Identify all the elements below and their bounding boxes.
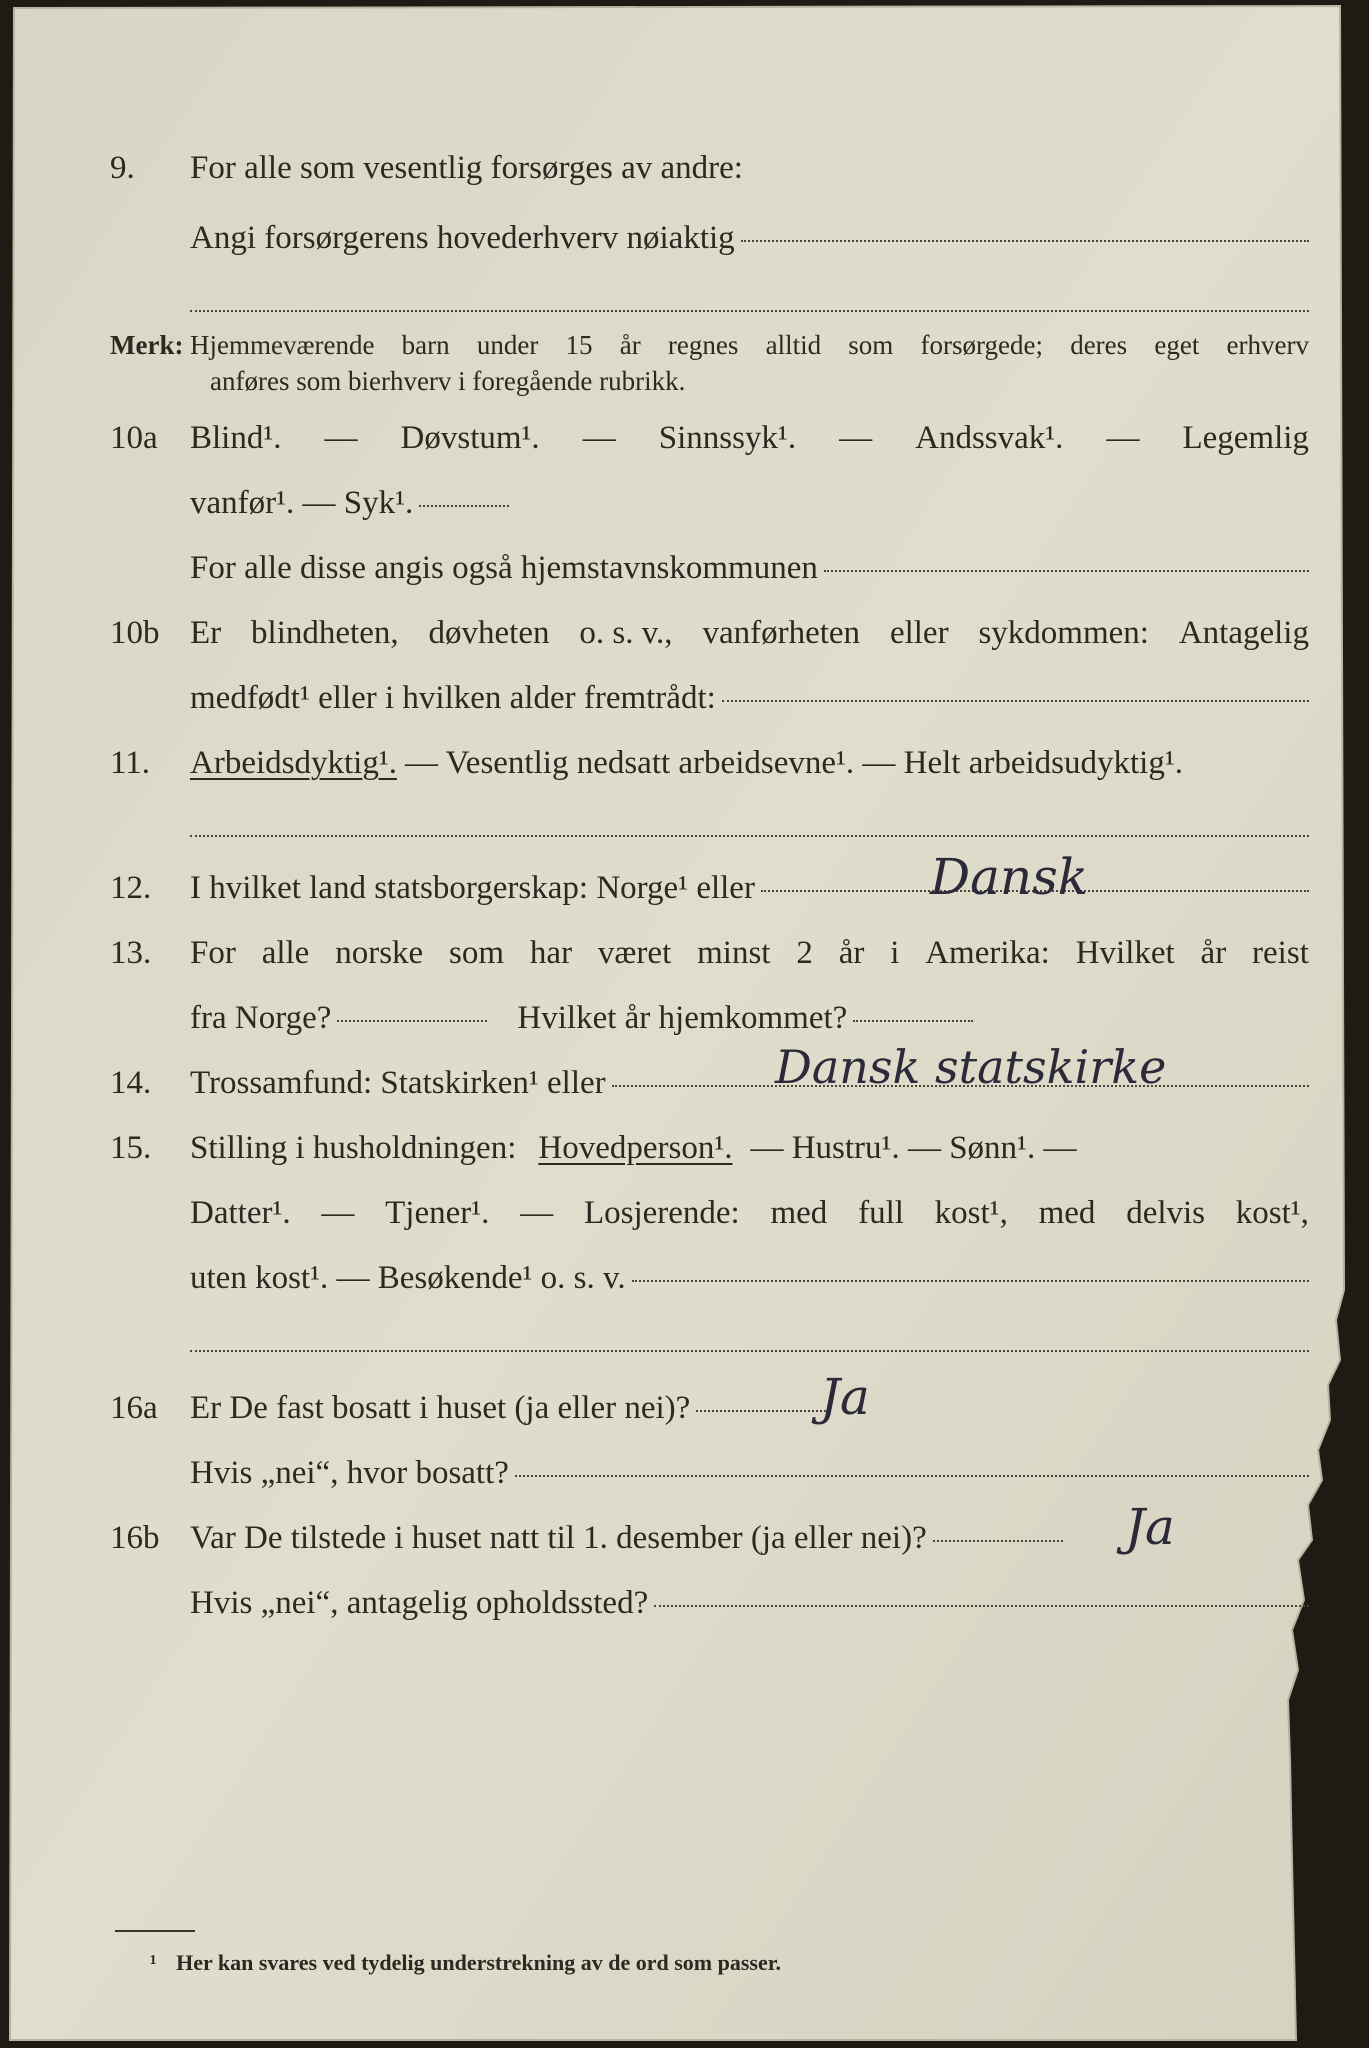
question-text: Hvilket år hjemkommet? <box>517 1000 848 1036</box>
handwritten-answer: Dansk <box>930 848 1089 906</box>
question-text: Er De fast bosatt i huset (ja eller nei)? <box>190 1390 691 1426</box>
census-form-page: 9. For alle som vesentlig forsørges av andre: Angi forsørgerens hovederhverv nøiaktig Merk: Hjemmeværende barn under 15 år regnes alltid som forsørgede; deres eget erhverv anføres som bierhverv i foregående rubrikk. 10a Blind¹. — Døvstum¹. — Sinnssyk¹. — Andssvak¹. — Legemlig vanfør¹. — Syk¹. For alle disse angis også hjemstavnskommunen 10b Er blindheten, døvheten o. s. v., vanførheten eller sykdommen: Antagelig medfødt¹ eller i hvilken alder fremtrådt: 11. Arbeidsdyktig¹. — Vesentlig nedsatt arbeidsevne¹. — Helt arbeidsudyktig¹. 12. I hvilket land statsborgerskap: Norge¹ eller Dansk 13. For alle norske som har været minst 2 år i Amerika: Hvilket år reist fra Norge? Hvilket år hjemkommet? 14. Trossamfund: Statskirken¹ eller Dansk statskirke 15. Stilling i husholdningen: Hovedperson¹. — Hustru¹. — Sønn¹. — Datter¹. — Tjener¹. — Losjerende: med full kost¹, med delvis kost¹, uten kost¹. — Besøkende¹ o. s. v. 16a Er De fast bosatt i huset (ja eller nei)? Ja Hvis „nei“, hvor bosatt? 16b Var De tilstede i huset natt til 1. desember (ja eller nei)? Ja Hvis „nei“, antagelig opholdssted? ¹ Her kan svares ved tydelig understrekning av de ord som passer. <box>0 0 1369 2048</box>
question-text: For alle disse angis også hjemstavnskommunen <box>190 550 818 586</box>
question-number: 12. <box>110 870 152 906</box>
question-number: 13. <box>110 935 152 971</box>
answer-field-dots[interactable] <box>190 1350 1309 1352</box>
question-text: medfødt¹ eller i hvilken alder fremtrådt: <box>190 680 716 716</box>
question-number: 10b <box>110 615 160 651</box>
question-text: For alle norske som har været minst 2 år i Amerika: Hvilket år reist <box>190 935 1309 971</box>
question-text: fra Norge? <box>190 1000 332 1036</box>
answer-field-dots[interactable] <box>933 1540 1063 1542</box>
answer-field-dots[interactable] <box>741 240 1309 242</box>
answer-field-dots[interactable] <box>190 835 1309 837</box>
footnote-rule <box>115 1930 195 1932</box>
question-number: 14. <box>110 1065 152 1101</box>
answer-field-dots[interactable] <box>654 1605 1309 1607</box>
handwritten-answer: Dansk statskirke <box>775 1040 1167 1094</box>
question-text: Hvis „nei“, hvor bosatt? <box>190 1455 509 1491</box>
question-text: Arbeidsdyktig¹. — Vesentlig nedsatt arbeidsevne¹. — Helt arbeidsudyktig¹. <box>190 745 1183 781</box>
question-text: Stilling i husholdningen: Hovedperson¹. — Hustru¹. — Sønn¹. — <box>190 1130 1077 1166</box>
underlined-option[interactable]: Hovedperson¹. <box>538 1130 733 1166</box>
question-text: Angi forsørgerens hovederhverv nøiaktig <box>190 220 735 256</box>
question-text: Datter¹. — Tjener¹. — Losjerende: med full kost¹, med delvis kost¹, <box>190 1195 1309 1231</box>
answer-field-dots[interactable] <box>337 1020 487 1022</box>
question-text: Trossamfund: Statskirken¹ eller <box>190 1065 606 1101</box>
footnote-text: Her kan svares ved tydelig understrekning av de ord som passer. <box>176 1950 781 1975</box>
question-number: 11. <box>110 745 151 781</box>
answer-field-dots[interactable] <box>419 505 509 507</box>
question-number: 16b <box>110 1520 160 1556</box>
question-text: For alle som vesentlig forsørges av andre: <box>190 150 743 186</box>
note-line-1: Hjemmeværende barn under 15 år regnes alltid som forsørgede; deres eget erhverv <box>190 330 1309 360</box>
answer-field-dots[interactable] <box>853 1020 973 1022</box>
footnote-mark: ¹ <box>150 1950 157 1975</box>
answer-field-dots[interactable] <box>515 1475 1309 1477</box>
answer-field-dots[interactable] <box>696 1410 826 1412</box>
handwritten-answer: Ja <box>820 1368 870 1426</box>
underlined-option[interactable]: Arbeidsdyktig¹. <box>190 745 397 781</box>
question-text: Hvis „nei“, antagelig opholdssted? <box>190 1585 649 1621</box>
note-label: Merk: <box>110 330 184 360</box>
question-text: Blind¹. — Døvstum¹. — Sinnssyk¹. — Andssvak¹. — Legemlig <box>190 420 1309 456</box>
answer-field-dots[interactable] <box>722 700 1309 702</box>
question-text: Var De tilstede i huset natt til 1. desember (ja eller nei)? <box>190 1520 927 1556</box>
question-number: 10a <box>110 420 158 456</box>
question-number: 16a <box>110 1390 158 1426</box>
footnote <box>150 1950 781 1976</box>
question-text: vanfør¹. — Syk¹. <box>190 485 414 521</box>
answer-field-dots[interactable] <box>632 1280 1309 1282</box>
question-number: 15. <box>110 1130 152 1166</box>
answer-field-dots[interactable] <box>190 310 1309 312</box>
handwritten-answer: Ja <box>1125 1498 1175 1556</box>
question-text: uten kost¹. — Besøkende¹ o. s. v. <box>190 1260 626 1296</box>
question-number: 9. <box>110 150 135 186</box>
question-text: Er blindheten, døvheten o. s. v., vanførheten eller sykdommen: Antagelig <box>190 615 1309 651</box>
answer-field-dots[interactable] <box>824 570 1309 572</box>
question-text: I hvilket land statsborgerskap: Norge¹ eller <box>190 870 755 906</box>
